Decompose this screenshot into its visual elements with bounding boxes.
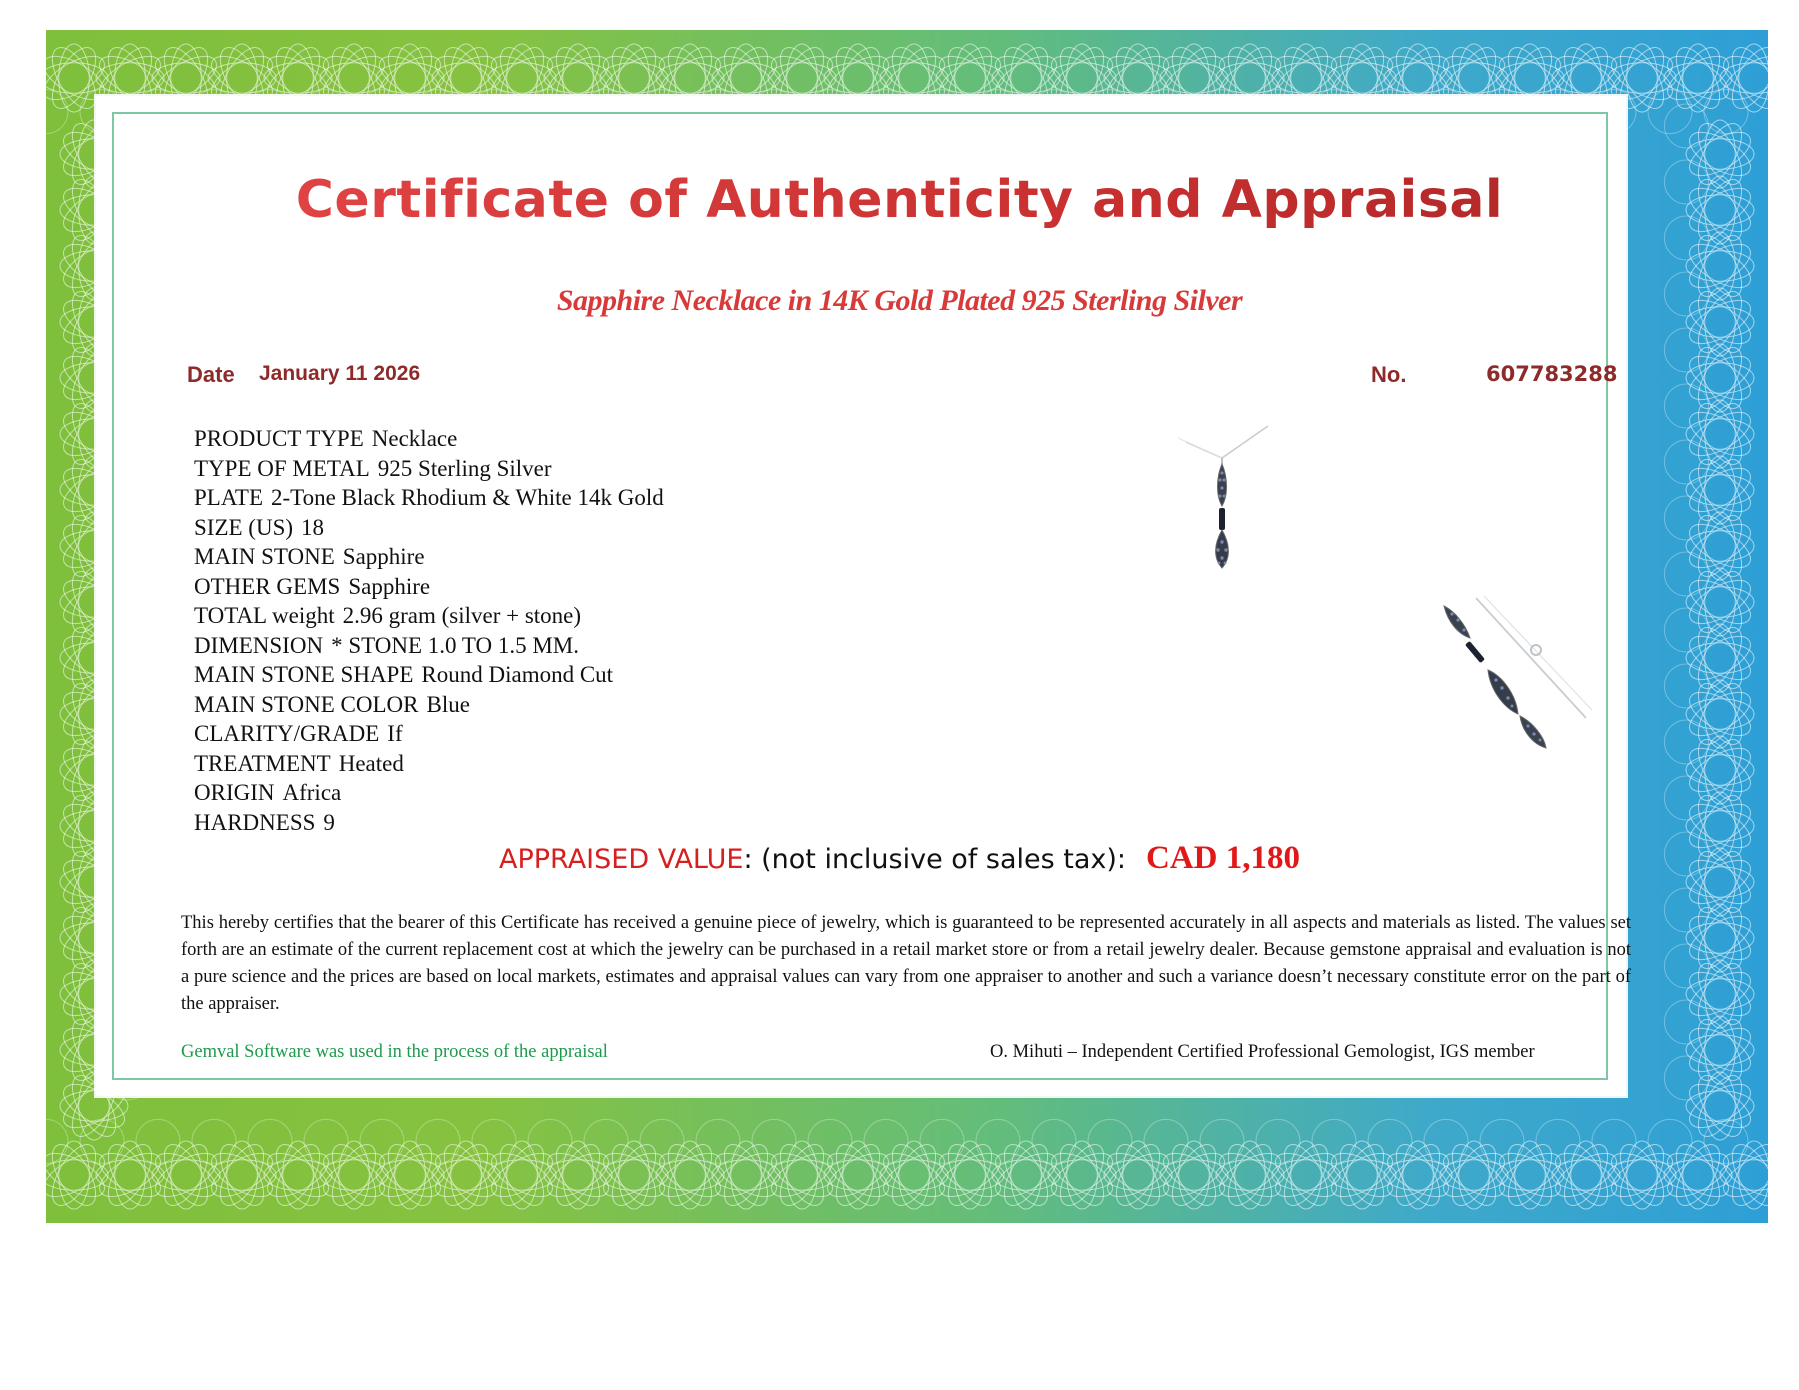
certificate-number-label: No. (1371, 362, 1407, 387)
spec-row (194, 572, 664, 602)
spec-label: ORIGIN (194, 780, 275, 805)
spec-value: Heated (338, 750, 404, 776)
spec-row (194, 542, 664, 572)
spec-row (194, 631, 664, 661)
spec-row (194, 660, 664, 690)
spec-value: 18 (301, 514, 325, 540)
spec-value: 9 (323, 809, 335, 835)
spec-row (194, 690, 664, 720)
spec-value: 925 Sterling Silver (377, 455, 552, 481)
appraised-value-line (0, 840, 1799, 877)
spec-label: OTHER GEMS (194, 573, 341, 599)
spec-row (194, 719, 664, 749)
gemologist-signature: O. Mihuti – Independent Certified Professional Gemologist, IGS member (990, 1042, 1535, 1062)
spec-row (194, 808, 664, 838)
spec-label: DIMENSION (194, 632, 324, 658)
spec-row (194, 749, 664, 779)
software-note: Gemval Software was used in the process of the appraisal (181, 1042, 608, 1062)
spec-value: * STONE 1.0 TO 1.5 MM. (331, 632, 579, 658)
spec-label: TYPE OF METAL (194, 455, 370, 481)
spec-label: TOTAL weight (194, 603, 335, 628)
spec-row (194, 513, 664, 543)
spec-row (194, 601, 664, 631)
spec-label: TREATMENT (194, 750, 331, 776)
spec-value: If (387, 721, 403, 746)
spec-value: Africa (282, 780, 342, 805)
spec-label: MAIN STONE (194, 544, 335, 569)
spec-row (194, 454, 664, 484)
spec-label: PRODUCT TYPE (194, 426, 364, 451)
appraised-value-label: APPRAISED VALUE (499, 844, 744, 875)
spec-label: CLARITY/GRADE (194, 721, 380, 746)
spec-list (194, 424, 664, 837)
necklace-photo-front (1168, 418, 1278, 578)
certification-statement: This hereby certifies that the bearer of this Certificate has received a genuine piece of jewelry, which is guaranteed to be represented accurately in all aspects and materials as listed. The values set forth are an estimate of the current replacement cost at which the jewelry can be purchased in a retail market store or from a retail jewelry dealer. Because gemstone appraisal and evaluation is not a pure science and the prices are based on local markets, estimates and appraisal values can vary from one appraiser to another and such a variance doesn’t necessary constitute error on the part of the appraiser. (181, 913, 1631, 1014)
date-value: January 11 2026 (259, 362, 421, 385)
spec-row (194, 778, 664, 808)
spec-label: PLATE (194, 485, 263, 510)
appraised-value-note: : (not inclusive of sales tax): (743, 844, 1126, 875)
spec-value: 2.96 gram (silver + stone) (342, 603, 582, 628)
product-subtitle: Sapphire Necklace in 14K Gold Plated 925 Sterling Silver (556, 284, 1243, 317)
date-label: Date (187, 362, 235, 387)
spec-label: HARDNESS (194, 809, 316, 835)
spec-label: SIZE (US) (194, 514, 294, 540)
appraised-value-amount: CAD 1,180 (1146, 840, 1300, 876)
spec-value: 2-Tone Black Rhodium & White 14k Gold (271, 485, 664, 510)
spec-value: Necklace (371, 426, 458, 451)
spec-value: Sapphire (348, 573, 431, 599)
spec-label: MAIN STONE COLOR (194, 691, 419, 717)
certificate-title: Certificate of Authenticity and Appraisal (0, 170, 1799, 230)
spec-label: MAIN STONE SHAPE (194, 662, 414, 687)
spec-value: Blue (426, 691, 470, 717)
certificate-number: 607783288 (1486, 362, 1618, 386)
spec-row (194, 483, 664, 513)
necklace-photo-side (1436, 590, 1596, 750)
spec-value: Round Diamond Cut (421, 662, 614, 687)
spec-row (194, 424, 664, 454)
spec-value: Sapphire (342, 544, 425, 569)
